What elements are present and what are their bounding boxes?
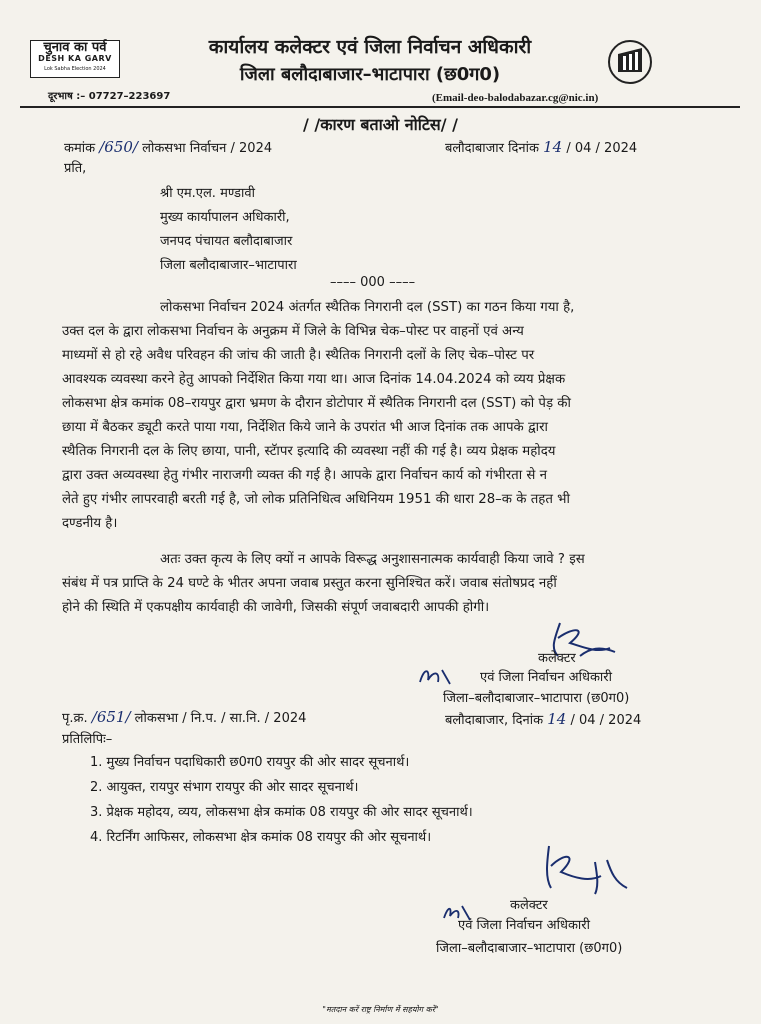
copy-list-item: 2. आयुक्त, रायपुर संभाग रायपुर की ओर सादर सूचनार्थ। [90, 780, 359, 795]
logo-english-text: DESH KA GARV [38, 54, 112, 63]
ref-handwritten-number: /650/ [99, 138, 138, 156]
phone-number: दूरभाष :– 07727–223697 [48, 91, 171, 102]
signature-title: कलेक्टर [538, 651, 576, 666]
ref-month-year: / 04 / 2024 [566, 141, 638, 156]
copy-label: प्रतिलिपिः– [62, 732, 113, 747]
signature-title: कलेक्टर [510, 898, 548, 913]
para1-line: लेते हुए गंभीर लापरवाही बरती गई है, जो लोक प्रतिनिधित्व अधिनियम 1951 की धारा 28–क के तहत भी [62, 492, 570, 507]
copy-ref-handwritten-day: 14 [547, 710, 567, 728]
para1-line: छाया में बैठकर ड्यूटी करते पाया गया, निर्देशित किये जाने के उपरांत भी आज दिनांक तक आपके द्वारा [62, 420, 548, 435]
signature-office: जिला–बलौदाबाजार–भाटापारा (छ0ग0) [443, 691, 630, 706]
email-address: (Email-deo-balodabazar.cg@nic.in) [432, 92, 599, 104]
to-label: प्रति, [64, 161, 87, 176]
para2-line: होने की स्थिति में एकपक्षीय कार्यवाही की जावेगी, जिसकी संपूर्ण जवाबदारी आपकी होगी। [62, 600, 490, 615]
eci-emblem-icon [606, 38, 654, 88]
copy-list-item: 3. प्रेक्षक महोदय, व्यय, लोकसभा क्षेत्र कमांक 08 रायपुर की ओर सादर सूचनार्थ। [90, 805, 473, 820]
initial-scribble-icon [416, 662, 456, 690]
office-title: कार्यालय कलेक्टर एवं जिला निर्वाचन अधिकारी [208, 36, 532, 58]
footer-slogan: "मतदान करें राष्ट्र निर्माण में सहयोग करें" [322, 1005, 439, 1014]
reference-date [445, 138, 637, 156]
signature-designation: एवं जिला निर्वाचन अधिकारी [458, 918, 590, 933]
para1-line: लोकसभा क्षेत्र कमांक 08–रायपुर द्वारा भ्रमण के दौरान डोटोपार में स्थैतिक निगरानी दल (SST) को पेड़ की [62, 396, 571, 411]
para2-line: संबंध में पत्र प्राप्ति के 24 घण्टे के भीतर अपना जवाब प्रस्तुत करना सुनिश्चित करें। जवाब संतोषप्रद नहीं [62, 576, 557, 591]
separator: –––– 000 –––– [330, 275, 416, 290]
signature-scribble-icon [535, 842, 635, 897]
para1-line: माध्यमों से हो रहे अवैध परिवहन की जांच की जाती है। स्थैतिक निगरानी दलों के लिए चेक–पोस्ट पर [62, 348, 535, 363]
ref-prefix: कमांक [64, 141, 96, 156]
notice-paragraph-1 [62, 296, 745, 536]
copy-ref-suffix: लोकसभा / नि.प. / सा.नि. / 2024 [134, 711, 307, 726]
copy-list-item: 4. रिटर्निंग आफिसर, लोकसभा क्षेत्र कमांक 08 रायपुर की ओर सूचनार्थ। [90, 830, 432, 845]
para1-line: आवश्यक व्यवस्था करने हेतु आपको निर्देशित किया गया था। आज दिनांक 14.04.2024 को व्यय प्रेक्षक [62, 372, 566, 387]
notice-paragraph-2 [62, 548, 745, 620]
recipient-office: जनपद पंचायत बलौदाबाजार [160, 234, 293, 249]
para1-line: द्वारा उक्त अव्यवस्था हेतु गंभीर नाराजगी व्यक्त की गई है। आपके द्वारा निर्वाचन कार्य को गंभीरता से न [62, 468, 548, 483]
recipient-designation: मुख्य कार्यापालन अधिकारी, [160, 210, 290, 225]
para2-line: अतः उक्त कृत्य के लिए क्यों न आपके विरूद्ध अनुशासनात्मक कार्यवाही किया जावे ? इस [160, 552, 585, 567]
election-logo [30, 40, 120, 78]
ref-handwritten-day: 14 [543, 138, 563, 156]
ref-suffix: लोकसभा निर्वाचन / 2024 [142, 141, 273, 156]
recipient-name: श्री एम.एल. मण्डावी [160, 186, 255, 201]
copy-ref-handwritten-number: /651/ [91, 708, 131, 726]
signature-designation: एवं जिला निर्वाचन अधिकारी [480, 670, 612, 685]
logo-hindi-text: चुनाव का पर्व [43, 40, 107, 55]
ref-place-date: बलौदाबाजार दिनांक [445, 141, 539, 156]
recipient-district: जिला बलौदाबाजार–भाटापारा [160, 258, 297, 273]
copy-ref-prefix: पृ.क्र. [62, 711, 88, 726]
para1-line: स्थैतिक निगरानी दल के लिए छाया, पानी, स्टॅापर इत्यादि की व्यवस्था नहीं की गई है। व्यय प्रेक्षक महोदय [62, 444, 556, 459]
copy-list-item: 1. मुख्य निर्वाचन पदाधिकारी छ0ग0 रायपुर की ओर सादर सूचनार्थ। [90, 755, 410, 770]
office-subtitle: जिला बलौदाबाजार–भाटापारा (छ0ग0) [239, 64, 501, 85]
reference-number [64, 138, 272, 156]
signature-office: जिला–बलौदाबाजार–भाटापारा (छ0ग0) [436, 941, 623, 956]
copy-reference-date [445, 710, 641, 728]
header-divider [20, 106, 740, 108]
copy-ref-month-year: / 04 / 2024 [570, 713, 642, 728]
copy-ref-place-date: बलौदाबाजार, दिनांक [445, 713, 544, 728]
notice-title: / /कारण बताओ नोटिस/ / [302, 115, 459, 134]
para1-line: दण्डनीय है। [62, 516, 118, 531]
logo-small-text: Lok Sabha Election 2024 [44, 66, 106, 72]
para1-line: उक्त दल के द्वारा लोकसभा निर्वाचन के अनुक्रम में जिले के विभिन्न चेक–पोस्ट पर वाहनों एवं अन्य [62, 324, 524, 339]
para1-line: लोकसभा निर्वाचन 2024 अंतर्गत स्थैतिक निगरानी दल (SST) का गठन किया गया है, [160, 300, 575, 315]
copy-reference-number [62, 708, 306, 726]
